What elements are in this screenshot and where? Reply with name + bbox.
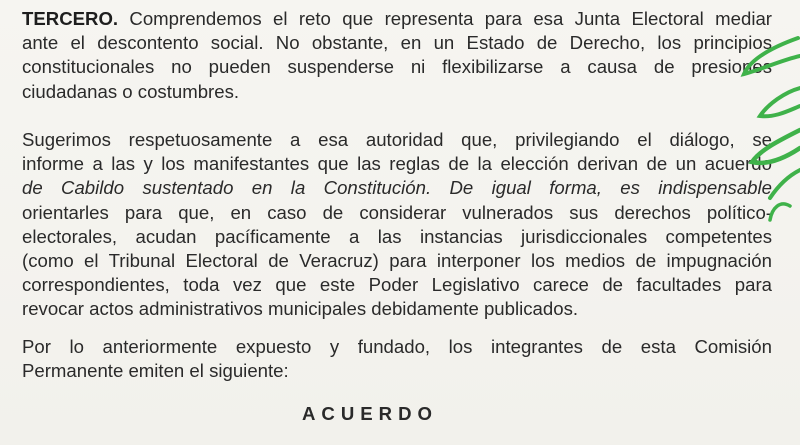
paragraph-line: orientarles para que, en caso de considerar vulnerados sus derechos político- xyxy=(22,201,772,223)
paragraph-line: electorales, acudan pacíficamente a las instancias jurisdiccionales competentes xyxy=(22,225,772,247)
paragraph-line: correspondientes, toda vez que este Poder Legislativo carece de facultades para xyxy=(22,274,772,296)
paragraph-text: Comprendemos el reto que representa para esa Junta Electoral mediar xyxy=(118,8,772,29)
paragraph-line-italic: de Cabildo sustentado en la Constitución. De igual forma, es indispensable xyxy=(22,177,772,199)
acuerdo-heading: ACUERDO xyxy=(301,403,438,424)
paragraph-line: Por lo anteriormente expuesto y fundado, los integrantes de esta Comisión xyxy=(22,336,772,357)
paragraph-line: constitucionales no pueden suspenderse ni flexibilizarse a causa de presiones xyxy=(22,56,772,78)
paragraph-line: revocar actos administrativos municipales debidamente publicados. xyxy=(22,298,579,320)
paragraph-line xyxy=(22,7,772,31)
paragraph-tercero xyxy=(22,7,772,104)
section-label: TERCERO. xyxy=(22,8,119,29)
paragraph-line: (como el Tribunal Electoral de Veracruz) para interponer los medios de impugnación xyxy=(22,250,772,272)
paragraph-line: informe a las y los manifestantes que las reglas de la elección derivan de un acuerdo xyxy=(22,153,772,175)
paragraph-line: ante el descontento social. No obstante, en un Estado de Derecho, los principios xyxy=(22,32,772,54)
paragraph-line: Permanente emiten el siguiente: xyxy=(22,360,289,382)
paragraph-sugerimos xyxy=(22,128,772,322)
paragraph-line: Sugerimos respetuosamente a esa autoridad que, privilegiando el diálogo, se xyxy=(22,129,772,150)
paragraph-line: ciudadanas o costumbres. xyxy=(22,80,240,102)
paragraph-expuesto xyxy=(22,335,772,383)
